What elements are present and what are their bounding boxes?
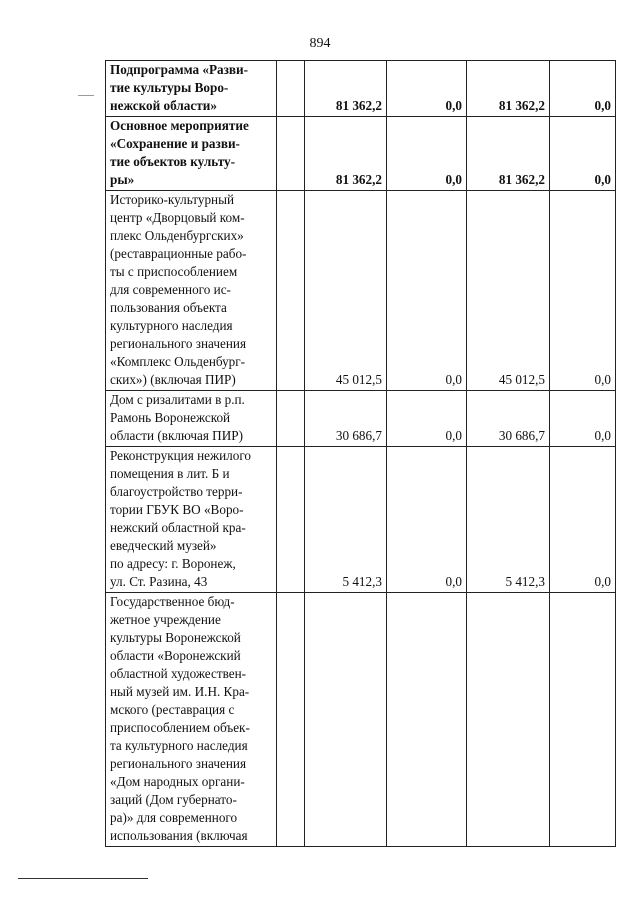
other-value: 0,0 [550, 61, 616, 117]
total-value: 81 362,2 [305, 61, 387, 117]
table-row [106, 447, 616, 593]
table-row [106, 61, 616, 117]
empty-cell [277, 593, 305, 847]
table-row [106, 191, 616, 391]
scan-mark [78, 95, 94, 96]
federal-value: 0,0 [387, 447, 467, 593]
row-name: Основное мероприятие «Сохранение и разви- тие объектов культу- ры» [106, 117, 277, 191]
regional-value [467, 593, 550, 847]
budget-table [105, 60, 616, 847]
total-value: 81 362,2 [305, 117, 387, 191]
other-value: 0,0 [550, 391, 616, 447]
total-value: 30 686,7 [305, 391, 387, 447]
federal-value: 0,0 [387, 117, 467, 191]
row-name: Реконструкция нежилого помещения в лит. Б и благоустройство терри- тории ГБУК ВО «Воро- нежский областной кра- еведческий музей» по адресу: г. Воронеж, ул. Ст. Разина, 43 [106, 447, 277, 593]
budget-table-body [106, 61, 616, 847]
table-row [106, 117, 616, 191]
other-value: 0,0 [550, 117, 616, 191]
regional-value: 30 686,7 [467, 391, 550, 447]
table-row [106, 593, 616, 847]
federal-value: 0,0 [387, 391, 467, 447]
row-name: Историко-культурный центр «Дворцовый ком- плекс Ольденбургских» (реставрационные рабо- ты с приспособлением для современного ис- пользования объекта культурного наследия регионального значения «Комплекс Ольденбург- ских») (включая ПИР) [106, 191, 277, 391]
regional-value: 45 012,5 [467, 191, 550, 391]
federal-value: 0,0 [387, 61, 467, 117]
total-value: 5 412,3 [305, 447, 387, 593]
federal-value [387, 593, 467, 847]
empty-cell [277, 61, 305, 117]
row-name: Государственное бюд- жетное учреждение культуры Воронежской области «Воронежский областной художествен- ный музей им. И.Н. Кра- мского (реставрация с приспособлением объек- та культурного наследия регионального значения «Дом народных органи- заций (Дом губернато- ра)» для современного использования (включая [106, 593, 277, 847]
regional-value: 5 412,3 [467, 447, 550, 593]
row-name: Подпрограмма «Разви- тие культуры Воро- нежской области» [106, 61, 277, 117]
empty-cell [277, 391, 305, 447]
page-number: 894 [309, 36, 331, 51]
total-value [305, 593, 387, 847]
row-name: Дом с ризалитами в р.п. Рамонь Воронежской области (включая ПИР) [106, 391, 277, 447]
table-row [106, 391, 616, 447]
other-value: 0,0 [550, 447, 616, 593]
footer-rule [18, 878, 148, 879]
regional-value: 81 362,2 [467, 117, 550, 191]
empty-cell [277, 191, 305, 391]
empty-cell [277, 117, 305, 191]
regional-value: 81 362,2 [467, 61, 550, 117]
other-value [550, 593, 616, 847]
federal-value: 0,0 [387, 191, 467, 391]
total-value: 45 012,5 [305, 191, 387, 391]
other-value: 0,0 [550, 191, 616, 391]
empty-cell [277, 447, 305, 593]
